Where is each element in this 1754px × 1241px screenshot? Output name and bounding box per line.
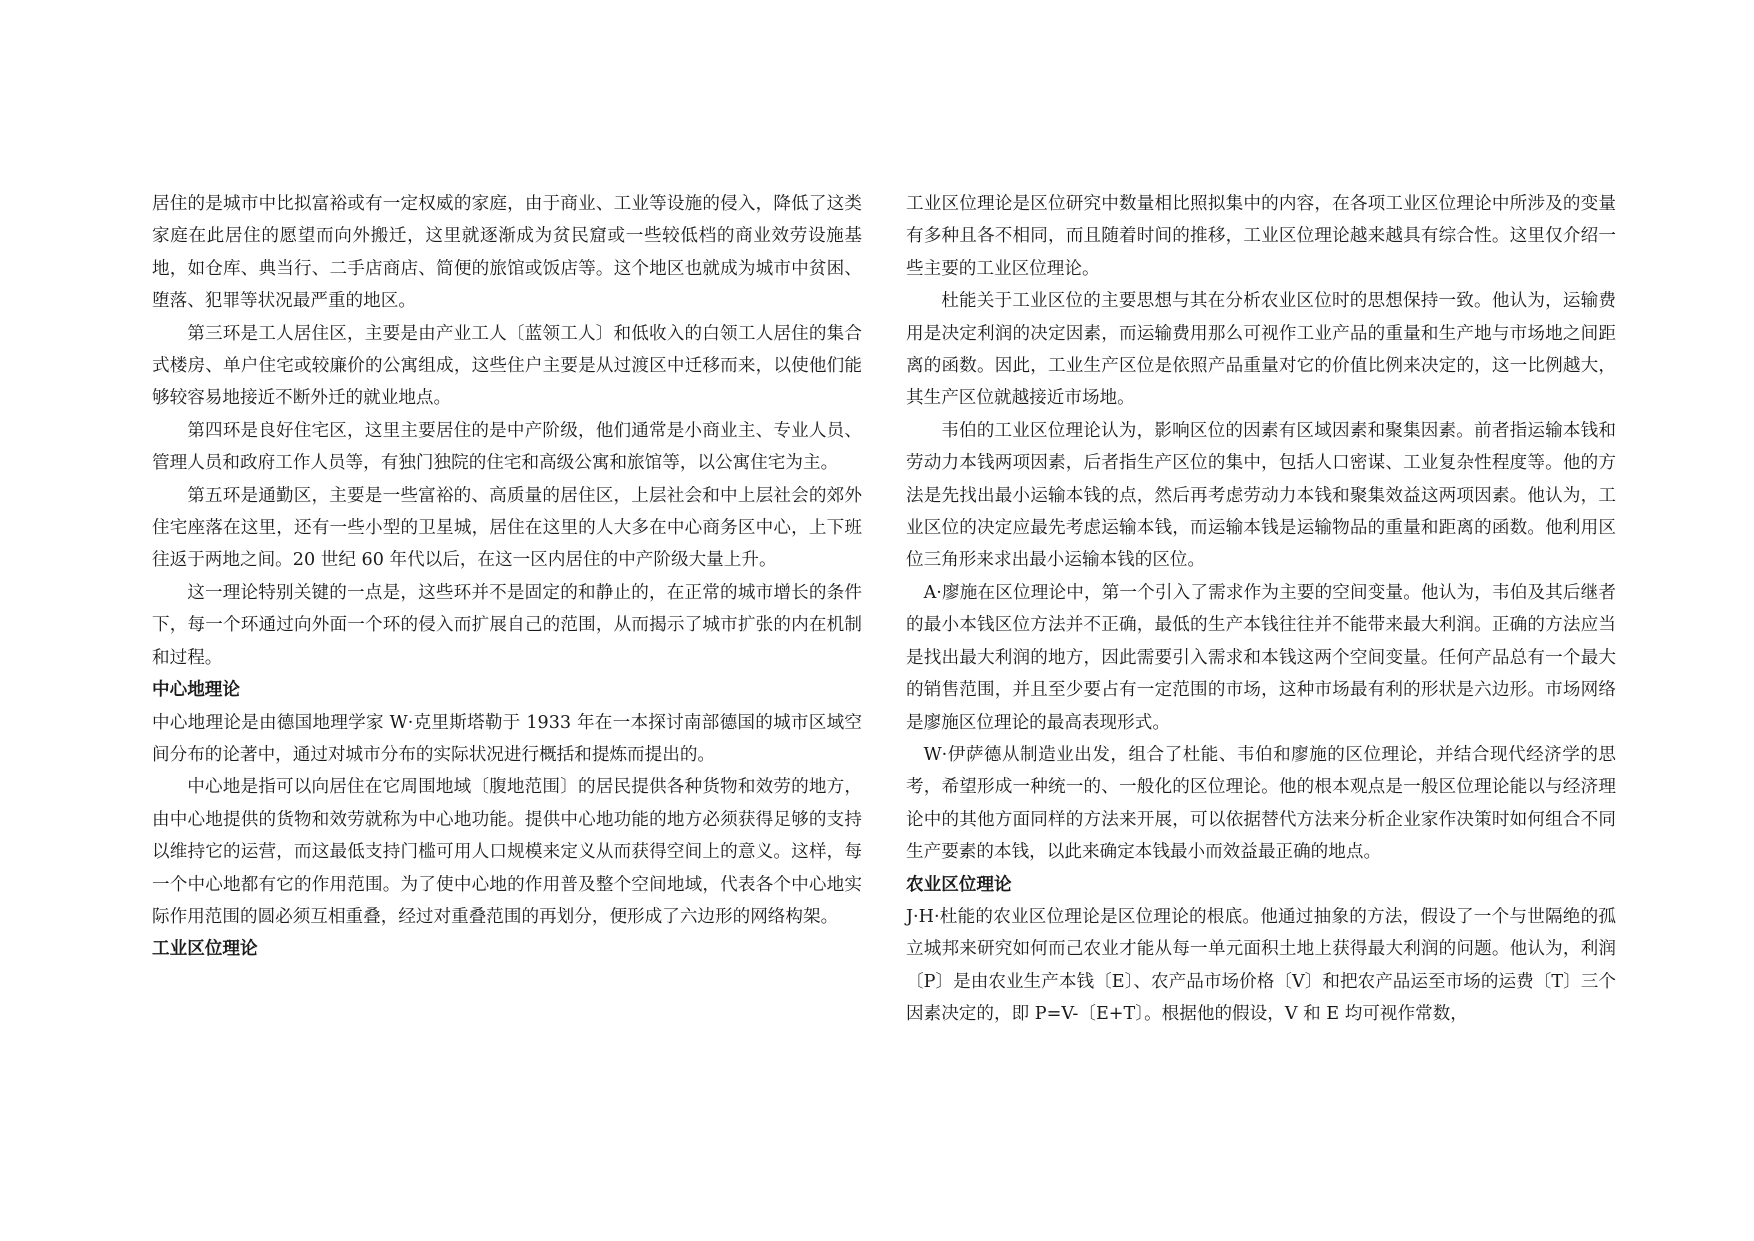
right-column [906,188,1616,1031]
body-paragraph: A·廖施在区位理论中，第一个引入了需求作为主要的空间变量。他认为，韦伯及其后继者的最小本钱区位方法并不正确，最低的生产本钱往往并不能带来最大利润。正确的方法应当是找出最大利润的地方，因此需要引入需求和本钱这两个空间变量。任何产品总有一个最大的销售范围，并且至少要占有一定范围的市场，这种市场最有利的形状是六边形。市场网络是廖施区位理论的最高表现形式。 [906,582,1616,733]
body-paragraph: 第三环是工人居住区，主要是由产业工人〔蓝领工人〕和低收入的白领工人居住的集合式楼房、单户住宅或较廉价的公寓组成，这些住户主要是从过渡区中迁移而来，以使他们能够较容易地接近不断外迁的就业地点。 [152,323,862,409]
body-paragraph: 中心地是指可以向居住在它周围地域〔腹地范围〕的居民提供各种货物和效劳的地方，由中心地提供的货物和效劳就称为中心地功能。提供中心地功能的地方必须获得足够的支持以维持它的运营，而这最低支持门槛可用人口规模来定义从而获得空间上的意义。这样，每一个中心地都有它的作用范围。为了使中心地的作用普及整个空间地域，代表各个中心地实际作用范围的圆必须互相重叠，经过对重叠范围的再划分，便形成了六边形的网络构架。 [152,777,862,927]
section-heading: 农业区位理论 [906,873,1012,895]
section-heading: 工业区位理论 [152,938,258,960]
body-paragraph: 第四环是良好住宅区，这里主要居住的是中产阶级，他们通常是小商业主、专业人员、管理人员和政府工作人员等，有独门独院的住宅和高级公寓和旅馆等，以公寓住宅为主。 [152,420,862,474]
body-paragraph: 中心地理论是由德国地理学家 W·克里斯塔勒于 1933 年在一本探讨南部德国的城市区域空间分布的论著中，通过对城市分布的实际状况进行概括和提炼而提出的。 [152,712,862,765]
body-paragraph: 第五环是通勤区，主要是一些富裕的、高质量的居住区，上层社会和中上层社会的郊外住宅座落在这里，还有一些小型的卫星城，居住在这里的人大多在中心商务区中心，上下班往返于两地之间。20 世纪 60 年代以后，在这一区内居住的中产阶级大量上升。 [152,485,862,571]
body-paragraph: W·伊萨德从制造业出发，组合了杜能、韦伯和廖施的区位理论，并结合现代经济学的思考，希望形成一种统一的、一般化的区位理论。他的根本观点是一般区位理论能以与经济理论中的其他方面同样的方法来开展，可以依据替代方法来分析企业家作决策时如何组合不同生产要素的本钱，以此来确定本钱最小而效益最正确的地点。 [906,744,1616,863]
body-paragraph: 居住的是城市中比拟富裕或有一定权威的家庭，由于商业、工业等设施的侵入，降低了这类家庭在此居住的愿望而向外搬迁，这里就逐渐成为贫民窟或一些较低档的商业效劳设施基地，如仓库、典当行、二手店商店、简便的旅馆或饭店等。这个地区也就成为城市中贫困、堕落、犯罪等状况最严重的地区。 [152,194,862,312]
section-heading: 中心地理论 [152,679,240,701]
body-paragraph: 这一理论特别关键的一点是，这些环并不是固定的和静止的，在正常的城市增长的条件下，每一个环通过向外面一个环的侵入而扩展自己的范围，从而揭示了城市扩张的内在机制和过程。 [152,582,862,668]
body-paragraph: 杜能关于工业区位的主要思想与其在分析农业区位时的思想保持一致。他认为，运输费用是决定利润的决定因素，而运输费用那么可视作工业产品的重量和生产地与市场地之间距离的函数。因此，工业生产区位是依照产品重量对它的价值比例来决定的，这一比例越大，其生产区位就越接近市场地。 [906,291,1616,409]
left-column [152,188,862,966]
body-paragraph: 工业区位理论是区位研究中数量相比照拟集中的内容，在各项工业区位理论中所涉及的变量有多种且各不相同，而且随着时间的推移，工业区位理论越来越具有综合性。这里仅介绍一些主要的工业区位理论。 [906,194,1616,279]
body-paragraph: J·H·杜能的农业区位理论是区位理论的根底。他通过抽象的方法，假设了一个与世隔绝的孤立城邦来研究如何而己农业才能从每一单元面积土地上获得最大利润的问题。他认为，利润〔P〕是由农业生产本钱〔E〕、农产品市场价格〔V〕和把农产品运至市场的运费〔T〕三个因素决定的，即 P=V-〔E+T〕。根据他的假设，V 和 E 均可视作常数， [906,906,1616,1025]
body-paragraph: 韦伯的工业区位理论认为，影响区位的因素有区域因素和聚集因素。前者指运输本钱和劳动力本钱两项因素，后者指生产区位的集中，包括人口密谋、工业复杂性程度等。他的方法是先找出最小运输本钱的点，然后再考虑劳动力本钱和聚集效益这两项因素。他认为，工业区位的决定应最先考虑运输本钱，而运输本钱是运输物品的重量和距离的函数。他利用区位三角形来求出最小运输本钱的区位。 [906,420,1616,571]
